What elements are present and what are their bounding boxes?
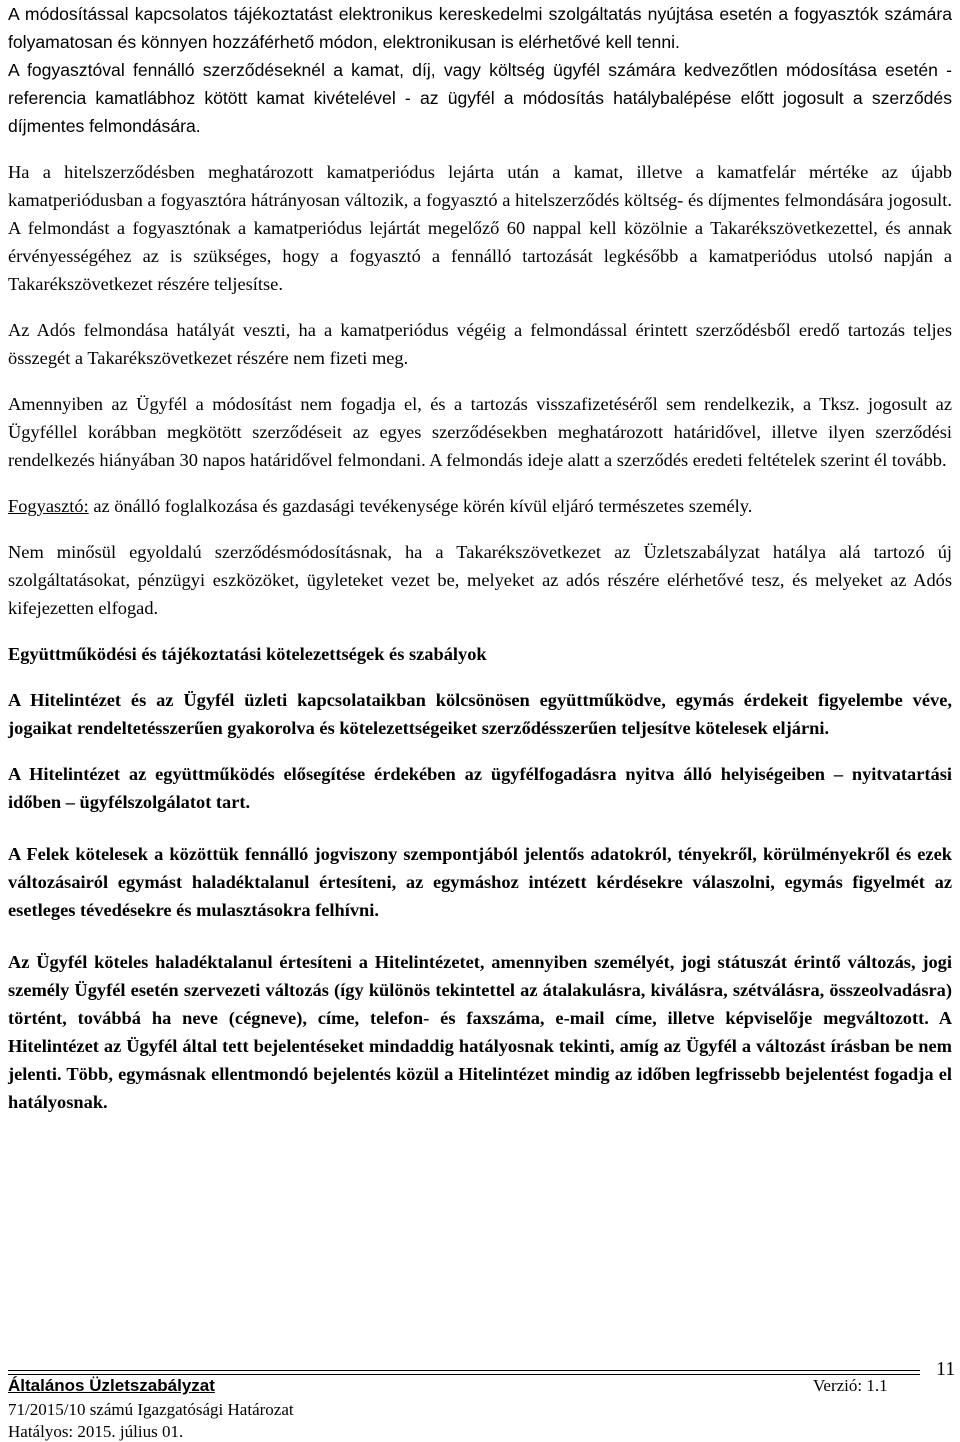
paragraph-consumer-definition xyxy=(8,492,952,520)
spacer xyxy=(8,668,952,686)
footer-divider-secondary xyxy=(8,1374,920,1375)
document-page xyxy=(8,0,952,1116)
paragraph-electronic-info: A módosítással kapcsolatos tájékoztatást elektronikus kereskedelmi szolgáltatás nyújtása esetén a fogyasztók számára folyamatosan és könnyen hozzáférhető módon, elektronikusan is elérhetővé kell tenni. xyxy=(8,4,952,52)
footer-effective-date: Hatályos: 2015. július 01. xyxy=(8,1422,184,1441)
page-number: 11 xyxy=(936,1358,956,1380)
spacer xyxy=(8,924,952,948)
paragraph-cooperation: A Hitelintézet és az Ügyfél üzleti kapcsolataikban kölcsönösen együttműködve, egymás érdekeit figyelembe véve, jogaikat rendeltetésszerűen gyakorolva és kötelezettségeiket szerződésszerűen teljesítve kötelesek eljárni. xyxy=(8,690,952,738)
paragraph-not-unilateral: Nem minősül egyoldalú szerződésmódosításnak, ha a Takarékszövetkezet az Üzletszabályzat hatálya alá tartozó új szolgáltatásokat, pénzügyi eszközöket, ügyleteket vezet be, melyeket az adós részére elérhetővé tesz, és melyeket az Adós kifejezetten elfogad. xyxy=(8,542,952,618)
spacer xyxy=(8,474,952,492)
spacer xyxy=(8,816,952,840)
section-heading: Együttműködési és tájékoztatási kötelezettségek és szabályok xyxy=(8,644,487,664)
spacer xyxy=(8,140,952,158)
paragraph-unfavourable-change: A fogyasztóval fennálló szerződéseknél a kamat, díj, vagy költség ügyfél számára kedvezőtlen módosítása esetén - referencia kamatlábhoz kötött kamat kivételével - az ügyfél a módosítás hatálybalépése előtt jogosult a szerződés díjmentes felmondására. xyxy=(8,60,952,136)
footer-divider xyxy=(8,1370,920,1371)
footer-version: Verzió: 1.1 xyxy=(813,1376,888,1395)
paragraph-interest-period-a: Ha a hitelszerződésben meghatározott kamatperiódus lejárta után a kamat, illetve a kamatfelár mértéke az újabb kamatperiódusban a fogyasztóra hátrányosan változik, a fogyasztó a hitelszerződés költség- és díjmentes felmondására jogosult. xyxy=(8,162,952,210)
spacer xyxy=(8,298,952,316)
footer-decision: 71/2015/10 számú Igazgatósági Határozat xyxy=(8,1400,294,1419)
paragraph-termination-void: Az Adós felmondása hatályát veszti, ha a kamatperiódus végéig a felmondással érintett szerződésből eredő tartozás teljes összegét a Takarékszövetkezet részére nem fizeti meg. xyxy=(8,320,952,368)
paragraph-interest-period xyxy=(8,158,952,298)
paragraph-rejection: Amennyiben az Ügyfél a módosítást nem fogadja el, és a tartozás visszafizetéséről sem rendelkezik, a Tksz. jogosult az Ügyféllel korábban megkötött szerződéseit az egyes szerződésekben meghatározott határidővel, illetve ilyen szerződési rendelkezés hiányában 30 napos határidővel felmondani. A felmondás ideje alatt a szerződés eredeti feltételek szerint él tovább. xyxy=(8,394,952,470)
paragraph-customer-service: A Hitelintézet az együttműködés elősegítése érdekében az ügyfélfogadásra nyitva álló helyiségeiben – nyitvatartási időben – ügyfélszolgálatot tart. xyxy=(8,764,952,812)
spacer xyxy=(8,372,952,390)
page-footer xyxy=(8,1358,956,1442)
consumer-definition-text: az önálló foglalkozása és gazdasági tevékenysége körén kívül eljáró természetes személy. xyxy=(88,496,753,516)
spacer xyxy=(8,622,952,640)
paragraph-interest-period-b: A felmondást a fogyasztónak a kamatperiódus lejártát megelőző 60 nappal kell közölnie a Takarékszövetkezettel, és annak érvényességéhez az is szükséges, hogy a fogyasztó a fennálló tartozását legkésőbb a kamatperiódus utolsó napján a Takarékszövetkezet részére teljesítse. xyxy=(8,218,952,294)
spacer xyxy=(8,742,952,760)
footer-document-title: Általános Üzletszabályzat xyxy=(8,1376,215,1395)
paragraph-mutual-notification: A Felek kötelesek a közöttük fennálló jogviszony szempontjából jelentős adatokról, tényekről, körülményekről és ezek változásairól egymást haladéktalanul értesíteni, az egymáshoz intézett kérdésekre válaszolni, egymás figyelmét az esetleges tévedésekre és mulasztásokra felhívni. xyxy=(8,844,952,920)
consumer-term: Fogyasztó: xyxy=(8,496,89,516)
spacer xyxy=(8,520,952,538)
paragraph-client-notification: Az Ügyfél köteles haladéktalanul értesíteni a Hitelintézetet, amennyiben személyét, jogi státuszát érintő változás, jogi személy Ügyfél esetén szervezeti változás (így különös tekintettel az átalakulásra, kiválásra, szétválásra, összeolvadásra) történt, továbbá ha neve (cégneve), címe, telefon- és faxszáma, e-mail címe, illetve képviselője megváltozott. A Hitelintézet az Ügyfél által tett bejelentéseket mindaddig hatályosnak tekinti, amíg az Ügyfél a változást írásban be nem jelenti. Több, egymásnak ellentmondó bejelentés közül a Hitelintézet mindig az időben legfrissebb bejelentést fogadja el hatályosnak. xyxy=(8,952,952,1112)
